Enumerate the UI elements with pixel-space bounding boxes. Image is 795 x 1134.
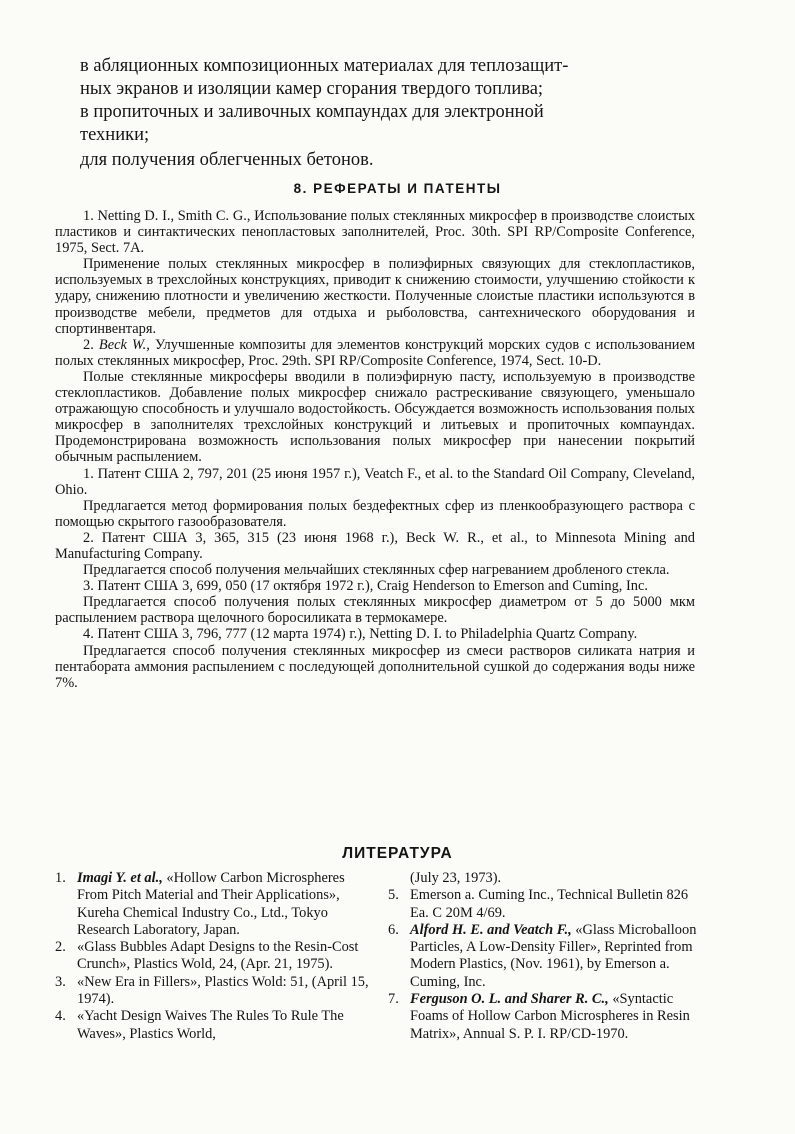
intro-list (80, 55, 730, 172)
patent-heading: 1. Патент США 2, 797, 201 (25 июня 1957 г.), Veatch F., et al. to the Standard Oil Company, Cleveland, Ohio. (55, 465, 695, 498)
bibliography-number: 2. (55, 939, 66, 956)
bibliography-text: «Yacht Design Waives The Rules To Rule The Waves», Plastics World, (77, 1008, 344, 1042)
patent-abstract: Предлагается способ получения стеклянных микросфер из смеси растворов силиката натрия и пентабората аммония распылением с последующей дополнительной сушкой до содержания воды ниже 7%. (55, 642, 695, 691)
reference-heading: 1. Netting D. I., Smith C. G., Использование полых стеклянных микросфер в производстве слоистых пластиков и синтактических пенопластовых заполнителей, Proc. 30th. SPI RP/Composite Conference, 1975, Sect. 7A. (55, 208, 695, 257)
bibliography-item (388, 922, 698, 991)
section-title: 8. РЕФЕРАТЫ И ПАТЕНТЫ (293, 181, 502, 196)
reference-heading (55, 337, 695, 369)
bibliography-text: «Syntactic Foams of Hollow Carbon Microspheres in Resin Matrix», Annual S. P. I. RP/CD-1970. (410, 991, 690, 1042)
bibliography-item (55, 939, 370, 974)
bibliography-number: 1. (55, 870, 66, 886)
bibliography-text: «Glass Microballoon Particles, A Low-Density Filler», Reprinted from Modern Plastics, (Nov. 1961), by Emerson a. Cuming, Inc. (410, 921, 697, 990)
bibliography-text: «Glass Bubbles Adapt Designs to the Resin-Cost Crunch», Plastics Wold, 24, (Apr. 21, 1975). (77, 939, 359, 973)
reference-number: 2. (83, 336, 94, 353)
abstracts-and-patents (55, 208, 695, 691)
bibliography-text: Emerson a. Cuming Inc., Technical Bulletin 826 Ea. C 20M 4/69. (410, 887, 689, 921)
bibliography-column-left (55, 870, 370, 1043)
intro-line: в абляционных композиционных материалах для теплозащит- (80, 56, 569, 76)
intro-line: техники; (80, 125, 150, 145)
bibliography-text: «Hollow Carbon Microspheres From Pitch Material and Their Applications», Kureha Chemical Industry Co., Ltd., Tokyo Research Laboratory, Japan. (77, 870, 345, 938)
bibliography-item (55, 974, 370, 1009)
intro-line: в пропиточных и заливочных компаундах для электронной (80, 102, 544, 122)
bibliography-author: Alford H. E. and Veatch F., (410, 921, 572, 938)
reference-abstract: Применение полых стеклянных микросфер в полиэфирных связующих для стеклопластиков, используемых в трехслойных конструкциях, приводит к снижению стоимости, улучшению стойкости к удару, снижению плотности и увеличению жесткости. Полученные слоистые пластики используются в производстве мебели, предметов для отдыха и рыболовства, сантехнического оборудования и спортинвентаря. (55, 256, 695, 337)
bibliography-number: 6. (388, 921, 399, 938)
patent-heading: 2. Патент США 3, 365, 315 (23 июня 1968 г.), Beck W. R., et al., to Minnesota Mining and Manufacturing Company. (55, 529, 695, 562)
bibliography-item (55, 870, 370, 939)
intro-line: ных экранов и изоляции камер сгорания твердого топлива; (80, 79, 544, 99)
bibliography-item (55, 1008, 370, 1043)
bibliography-author: Ferguson O. L. and Sharer R. C., (410, 991, 609, 1008)
patent-abstract: Предлагается метод формирования полых бездефектных сфер из пленкообразующего раствора с помощью скрытого газообразователя. (55, 497, 695, 530)
bibliography-item (388, 887, 698, 922)
intro-line: для получения облегченных бетонов. (80, 150, 374, 170)
bibliography-item (388, 991, 698, 1043)
bibliography-text: «New Era in Fillers», Plastics Wold: 51, (April 15, 1974). (77, 973, 369, 1008)
reference-text: Улучшенные композиты для элементов конструкций морских судов с использованием полых стеклянных микросфер, Proc. 29th. SPI RP/Composite Conference, 1974, Sect. 10-D. (55, 336, 695, 369)
patent-heading: 4. Патент США 3, 796, 777 (12 марта 1974) г.), Netting D. I. to Philadelphia Quartz Company. (83, 626, 638, 643)
bibliography-column-right (388, 870, 698, 1043)
bibliography-number: 3. (55, 973, 66, 990)
patent-abstract: Предлагается способ получения полых стеклянных микросфер диаметром от 5 до 5000 мкм распылением раствора щелочного боросиликата в термокамере. (55, 594, 695, 627)
literature-title: ЛИТЕРАТУРА (342, 845, 453, 862)
bibliography-continuation: (July 23, 1973). (410, 870, 502, 886)
bibliography-number: 4. (55, 1008, 66, 1025)
bibliography-number: 7. (388, 991, 399, 1008)
patent-abstract: Предлагается способ получения мельчайших стеклянных сфер нагреванием дробленого стекла. (83, 562, 670, 579)
bibliography-author: Imagi Y. et al., (77, 870, 163, 886)
reference-author: Beck W., (98, 336, 150, 353)
reference-abstract: Полые стеклянные микросферы вводили в полиэфирную пасту, используемую в производстве стеклопластиков. Добавление полых микросфер снижало растрескивание связующего, уменьшало отражающую способность и улучшало водостойкость. Обсуждается возможность использования полых микросфер в заполнителях трехслойных конструкций и литьевых и пропиточных компаундах. Продемонстрирована возможность использования полых микросфер при нанесении покрытий обычным распылением. (55, 368, 695, 466)
patent-heading: 3. Патент США 3, 699, 050 (17 октября 1972 г.), Craig Henderson to Emerson and Cuming, Inc. (83, 578, 648, 595)
bibliography-number: 5. (388, 887, 399, 904)
